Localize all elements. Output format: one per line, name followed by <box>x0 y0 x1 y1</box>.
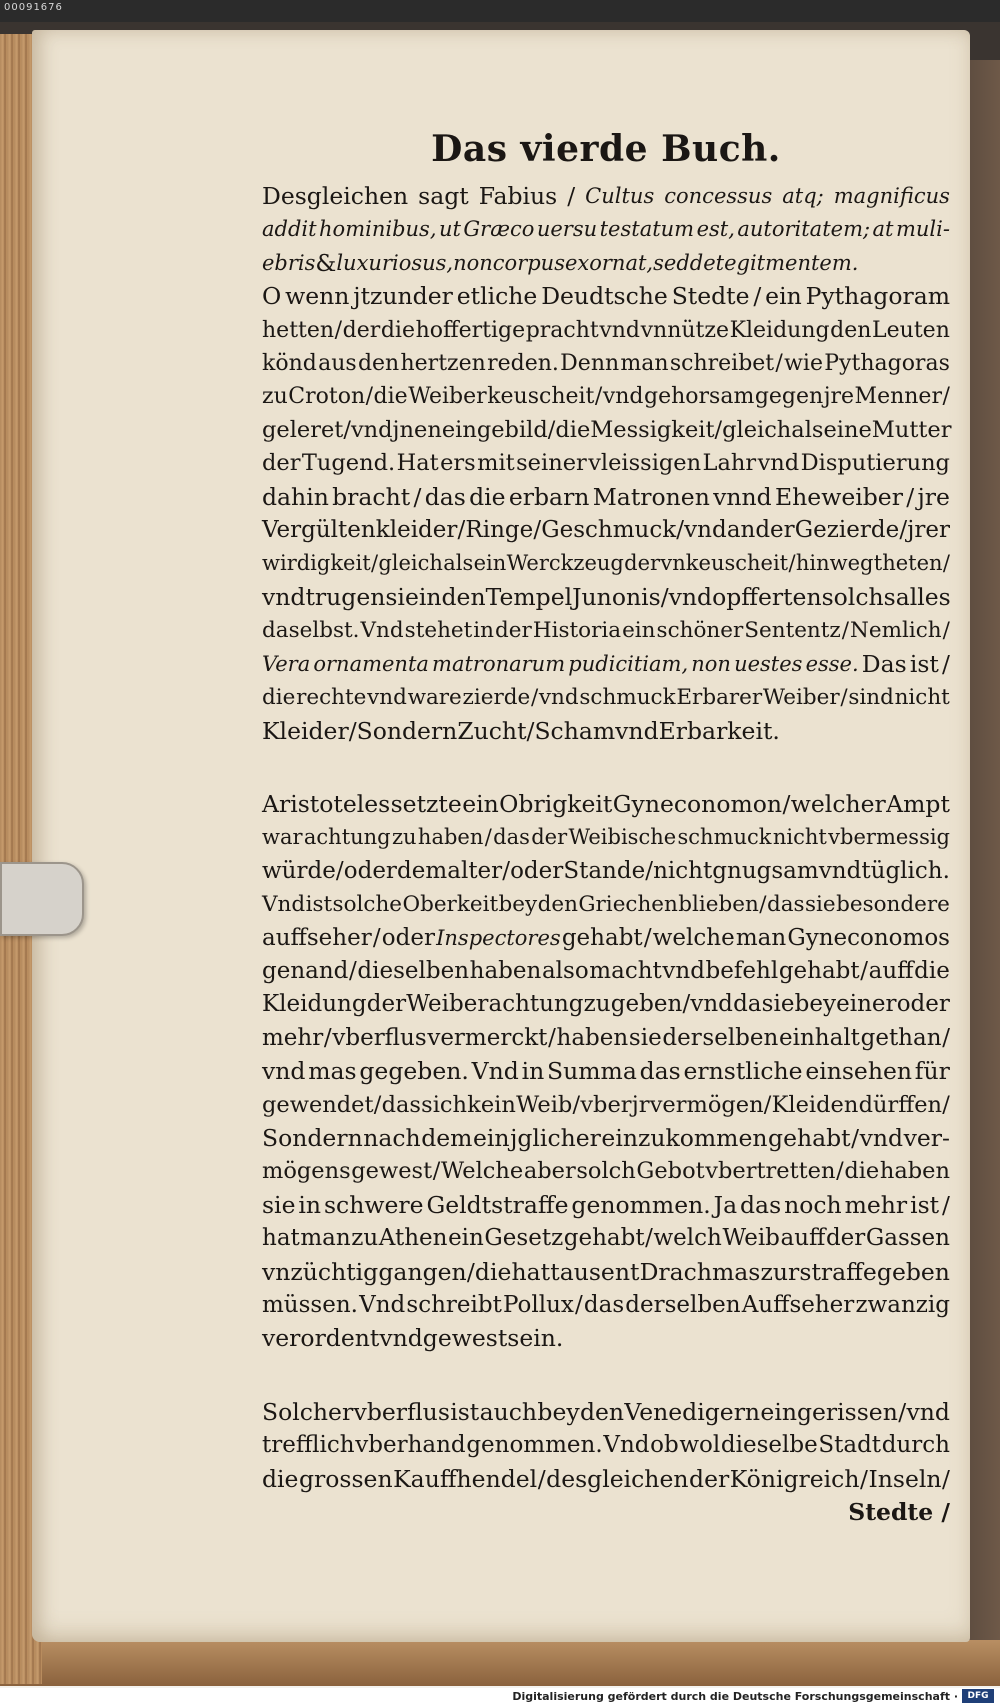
text-line: verordent vnd gewest sein. <box>262 1324 564 1353</box>
text-line: dahin bracht / das die erbarn Matronen vnnd Eheweiber / jre <box>262 482 950 511</box>
text-line: zu Croton / die Weiber keuscheit / vnd gehorsam gegen jre Menner / <box>262 384 950 410</box>
text-line: Solcher vberflus ist auch bey den Venedigern eingerissen / vnd <box>262 1397 950 1426</box>
page-text <box>262 128 950 1529</box>
paragraph <box>262 788 950 1356</box>
paragraph <box>262 1396 950 1496</box>
footer-note: Digitalisierung gefördert durch die Deutsche Forschungsgemeinschaft · <box>512 1690 958 1703</box>
dfg-logo: DFG <box>962 1689 994 1703</box>
text-line: genand / dieselben haben also macht vnd befehl gehabt / auff die <box>262 957 950 984</box>
text-line: könd aus den hertzen reden. Denn man schreibet / wie Pythagoras <box>262 351 950 377</box>
text-line: auffseher / oder Inspectores gehabt / welche man Gyneconomos <box>262 924 950 951</box>
text-line: gewendet / das sich kein Weib / vber jr vermögen / Kleiden dürffen / <box>262 1091 950 1118</box>
text-line: trefflich vberhand genommen. Vnd ob wol dieselbe Stadt durch <box>262 1432 950 1459</box>
text-line: mehr / vberflus vermerckt / haben sie der selben einhalt gethan / <box>262 1024 950 1051</box>
text-line: addit hominibus, ut Græco uersu testatum est, autoritatem; at muli- <box>262 217 950 242</box>
text-line: die grossen Kauffhendel / desgleichen der Königreich / Inseln / <box>262 1464 950 1493</box>
text-line: mögens gewest / Welche aber solch Gebot vbertretten / die haben <box>262 1158 950 1185</box>
text-line: hat man zu Athen ein Gesetz gehabt / welch Weib auff der Gassen <box>262 1225 950 1252</box>
bookmark-tab <box>0 862 84 936</box>
page-heading: Das vierde Buch. <box>431 128 781 170</box>
text-line: vnd trugen sie in den Tempel Junonis / vnd opfferten solchs alles <box>262 582 951 611</box>
text-line: der Tugend. Hat ers mit seiner vleissigen Lahr vnd Disputierung <box>262 450 950 477</box>
text-line: O wenn jtzunder etliche Deudtsche Stedte / ein Pythagoram <box>262 282 950 311</box>
show-through-text <box>250 92 950 132</box>
text-line: hetten / der die hoffertige pracht vnd vnnütze Kleidung den Leuten <box>262 317 950 343</box>
text-line: müssen. Vnd schreibt Pollux / das derselben Auffseher zwanzig <box>262 1292 950 1318</box>
text-line: Sondern nach dem ein jglicher einzukommen gehabt / vnd ver- <box>262 1123 950 1152</box>
text-line: geleret / vnd jnen eingebild / die Messigkeit / gleich als eine Mutter <box>262 416 952 443</box>
text-line: Desgleichen sagt Fabius / Cultus concessus atq; magnificus <box>262 182 950 210</box>
text-line: Vera ornamenta matronarum pudicitiam, non uestes esse. Das ist / <box>262 649 950 678</box>
book-board-bottom <box>0 1640 1000 1686</box>
text-line: Kleider / Sondern Zucht / Scham vnd Erbarkeit. <box>262 716 780 745</box>
text-line: daselbst. Vnd stehet in der Historia ein schöner Sententz / Nemlich / <box>262 618 950 644</box>
text-line: wirdigkeit / gleich als ein Werckzeug der vnkeuscheit / hinweg theten / <box>262 551 950 576</box>
text-line: Vnd ist solche Oberkeit bey den Griechen blieben / das sie besondere <box>262 892 950 918</box>
paragraph-gap <box>262 1356 950 1396</box>
shelf-code: 00091676 <box>4 2 63 13</box>
paragraph-gap <box>262 748 950 788</box>
text-line: würde / oder dem alter / oder Stande / nicht gnugsam vnd tüglich. <box>262 857 950 884</box>
text-line: Aristoteles setzte ein Obrigkeit Gyneconomon / welcher Ampt <box>262 789 950 818</box>
paragraphs <box>262 180 950 1496</box>
text-line: war achtung zu haben / das der Weibische schmuck nicht vbermessig <box>262 825 950 850</box>
catchword: Stedte / <box>848 1498 950 1527</box>
text-line: Vergülten kleider / Ringe / Geschmuck / vnd ander Gezierde / jrer <box>262 517 950 544</box>
text-line: die rechte vnd ware zierde / vnd schmuck Erbarer Weiber / sind nicht <box>262 685 950 711</box>
text-line: sie in schwere Geldtstraffe genommen. Ja das noch mehr ist / <box>262 1190 950 1219</box>
text-line: ebris & luxuriosus, non corpus exornat, sed detegit mentem. <box>262 248 859 277</box>
paragraph <box>262 280 950 748</box>
text-line: vnzüchtig gangen / die hat tausent Drachmas zur straffe geben <box>262 1257 950 1286</box>
paragraph <box>262 180 950 280</box>
text-line: vnd mas gegeben. Vnd in Summa das ernstliche einsehen für <box>262 1057 950 1086</box>
text-line: Kleidung der Weiber achtung zu geben / vnd da sie bey einer oder <box>262 991 950 1018</box>
